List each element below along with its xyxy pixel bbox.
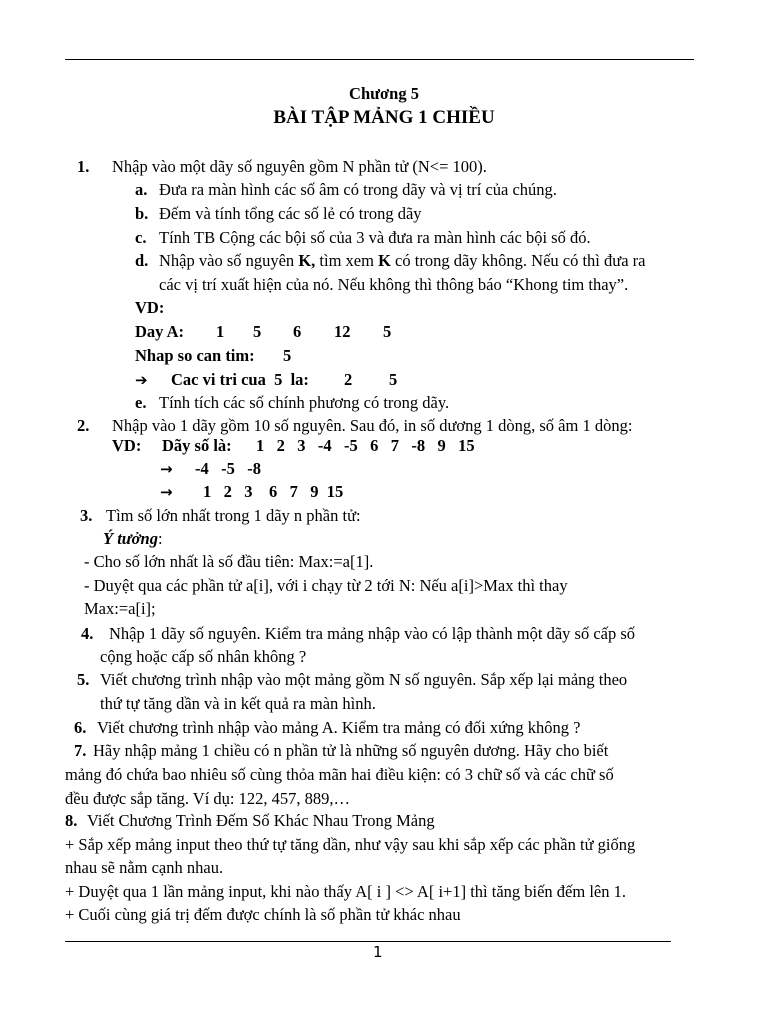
ex3-idea-colon: : bbox=[157, 529, 163, 548]
ex7-text: Hãy nhập mảng 1 chiều có n phần tử là những số nguyên dương. Hãy cho biết bbox=[93, 741, 609, 760]
ex1-vd-label: VD: bbox=[135, 298, 165, 317]
ex1-result-value-1: 2 bbox=[344, 370, 353, 389]
ex5-text: Viết chương trình nhập vào một mảng gồm N số nguyên. Sắp xếp lại mảng theo bbox=[100, 670, 628, 689]
arrow-right-icon: → bbox=[160, 460, 173, 478]
page-title: BÀI TẬP MẢNG 1 CHIỀU bbox=[273, 107, 495, 128]
arrow-right-icon: → bbox=[160, 483, 173, 501]
ex6-text: Viết chương trình nhập vào mảng A. Kiểm tra mảng có đối xứng không ? bbox=[97, 718, 581, 737]
ex1-d-continuation: các vị trí xuất hiện của nó. Nếu không thì thông báo “Khong tim thay”. bbox=[159, 275, 629, 294]
ex3-idea-label: Ý tưởng bbox=[103, 529, 158, 548]
ex1-day-value-2: 5 bbox=[253, 322, 262, 341]
arrow-right-icon: ➔ bbox=[135, 371, 148, 389]
ex8-line-4: + Cuối cùng giá trị đếm được chính là số phần tử khác nhau bbox=[65, 905, 461, 924]
ex1-number: 1. bbox=[77, 157, 90, 176]
ex4-number: 4. bbox=[81, 624, 94, 643]
ex4-continuation: cộng hoặc cấp số nhân không ? bbox=[100, 647, 307, 666]
ex1-result-value-2: 5 bbox=[389, 370, 398, 389]
ex1-d-text-2: tìm xem bbox=[315, 251, 379, 270]
ex3-line-3: Max:=a[i]; bbox=[84, 599, 156, 618]
ex1-nhap-value: 5 bbox=[283, 346, 292, 365]
ex3-line-2: - Duyệt qua các phần tử a[i], với i chạy từ 2 tới N: Nếu a[i]>Max thì thay bbox=[84, 576, 568, 595]
ex8-line-3: + Duyệt qua 1 lần mảng input, khi nào thấy A[ i ] <> A[ i+1] thì tăng biến đếm lên 1. bbox=[65, 882, 626, 901]
ex2-vd-label: VD: bbox=[112, 436, 142, 455]
ex1-day-row bbox=[135, 321, 184, 343]
ex8-text: Viết Chương Trình Đếm Số Khác Nhau Trong Mảng bbox=[87, 811, 435, 830]
ex1-d-label: d. bbox=[135, 251, 149, 270]
ex1-d-k1: K, bbox=[298, 251, 316, 270]
ex1-a-text: Đưa ra màn hình các số âm có trong dãy và vị trí của chúng. bbox=[159, 180, 557, 199]
ex1-day-label: Day A: bbox=[135, 322, 185, 341]
ex1-text: Nhập vào một dãy số nguyên gồm N phần tử (N<= 100). bbox=[112, 157, 487, 176]
ex1-d-text bbox=[159, 250, 645, 272]
ex2-negative-values: -4 -5 -8 bbox=[195, 459, 261, 478]
ex1-b-label: b. bbox=[135, 204, 149, 223]
ex1-d-k2: K bbox=[378, 251, 391, 270]
footer-rule bbox=[65, 941, 671, 942]
ex1-d-text-1: Nhập vào số nguyên bbox=[159, 251, 299, 270]
ex8-number: 8. bbox=[65, 811, 78, 830]
ex8-line-2: nhau sẽ nằm cạnh nhau. bbox=[65, 858, 224, 877]
ex5-continuation: thứ tự tăng dần và in kết quả ra màn hình. bbox=[100, 694, 376, 713]
ex1-day-value-4: 12 bbox=[334, 322, 351, 341]
ex3-text: Tìm số lớn nhất trong 1 dãy n phần tử: bbox=[106, 506, 361, 525]
ex2-positive-values: 1 2 3 6 7 9 15 bbox=[203, 482, 344, 501]
ex2-day-values: 1 2 3 -4 -5 6 7 -8 9 15 bbox=[256, 436, 475, 455]
ex3-idea bbox=[103, 528, 163, 550]
ex1-b-text: Đếm và tính tổng các số lẻ có trong dãy bbox=[159, 204, 422, 223]
ex3-number: 3. bbox=[80, 506, 93, 525]
ex1-c-label: c. bbox=[135, 228, 147, 247]
ex4-text: Nhập 1 dãy số nguyên. Kiểm tra mảng nhập vào có lập thành một dãy số cấp số bbox=[109, 624, 636, 643]
ex7-number: 7. bbox=[74, 741, 87, 760]
header-rule bbox=[65, 59, 694, 60]
ex6-number: 6. bbox=[74, 718, 87, 737]
ex1-nhap-label: Nhap so can tim: bbox=[135, 346, 255, 365]
ex5-number: 5. bbox=[77, 670, 90, 689]
ex2-text: Nhập vào 1 dãy gồm 10 số nguyên. Sau đó, in số dương 1 dòng, số âm 1 dòng: bbox=[112, 416, 633, 435]
ex2-day-label: Dãy số là: bbox=[162, 436, 232, 455]
ex1-d-text-3: có trong dãy không. Nếu có thì đưa ra bbox=[390, 251, 646, 270]
ex1-result-label: Cac vi tri cua 5 la: bbox=[171, 370, 309, 389]
ex7-continuation-1: mảng đó chứa bao nhiêu số cùng thỏa mãn hai điều kiện: có 3 chữ số và các chữ số bbox=[65, 765, 614, 784]
page-number: 1 bbox=[373, 943, 383, 961]
ex7-continuation-2: đều được sắp tăng. Ví dụ: 122, 457, 889,… bbox=[65, 789, 351, 808]
ex1-e-label: e. bbox=[135, 393, 147, 412]
chapter-heading: Chương 5 bbox=[349, 84, 419, 103]
ex1-a-label: a. bbox=[135, 180, 148, 199]
ex1-day-value-5: 5 bbox=[383, 322, 392, 341]
ex1-e-text: Tính tích các số chính phương có trong dãy. bbox=[159, 393, 450, 412]
ex2-number: 2. bbox=[77, 416, 90, 435]
ex8-line-1: + Sắp xếp mảng input theo thứ tự tăng dần, như vậy sau khi sắp xếp các phần tử giống bbox=[65, 835, 636, 854]
ex3-line-1: - Cho số lớn nhất là số đầu tiên: Max:=a[1]. bbox=[84, 552, 374, 571]
ex1-c-text: Tính TB Cộng các bội số của 3 và đưa ra màn hình các bội số đó. bbox=[159, 228, 591, 247]
ex1-day-value-1: 1 bbox=[216, 322, 225, 341]
ex1-day-value-3: 6 bbox=[293, 322, 302, 341]
